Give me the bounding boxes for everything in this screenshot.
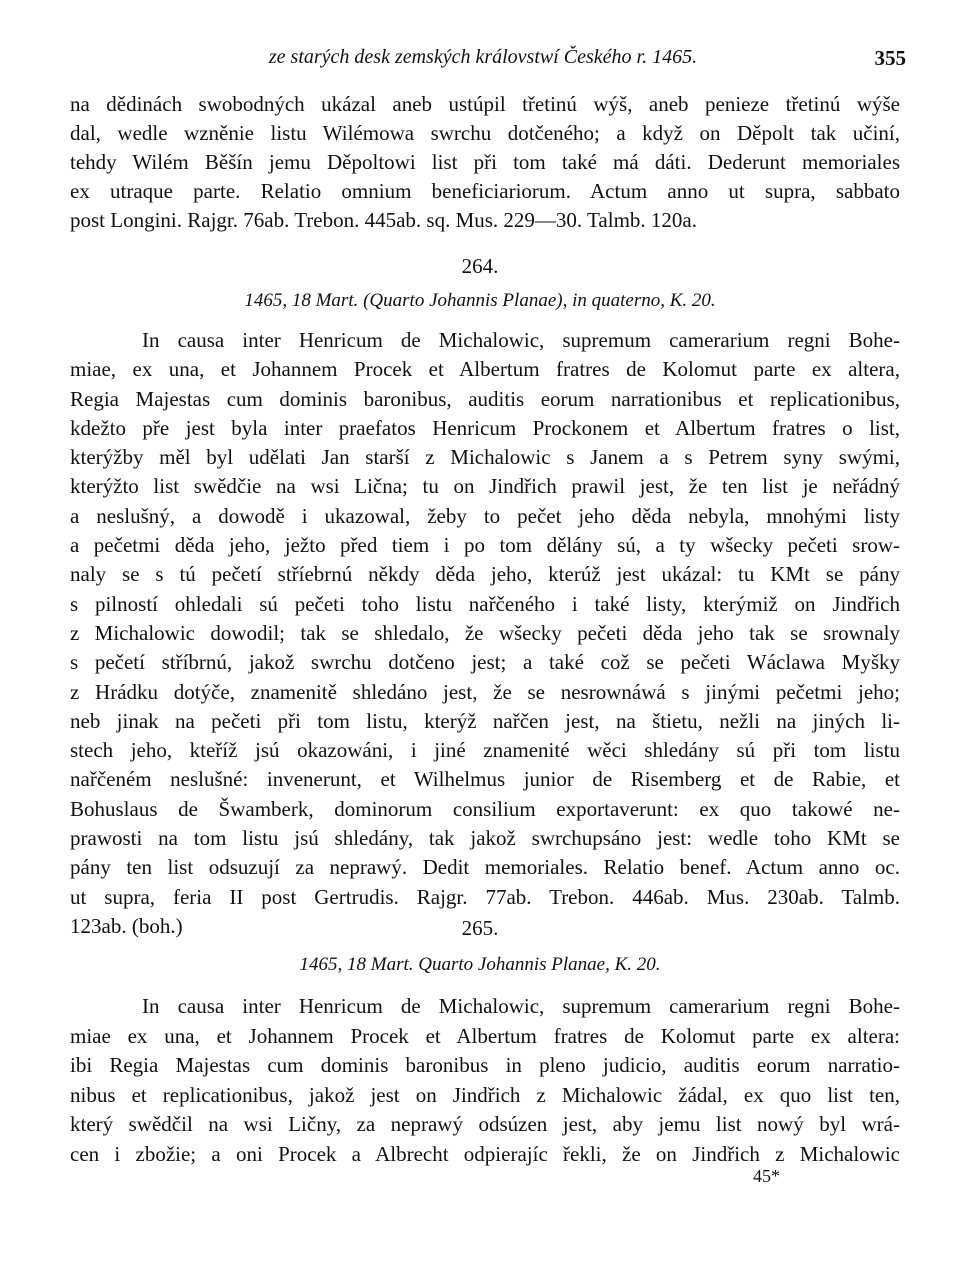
entry-body-265	[70, 992, 900, 1169]
text-line: s pečetí stříbrnú, jakož swrchu dotčeno jest; a také což se pečeti Wáclawa Myšky	[70, 650, 900, 675]
text-line: In causa inter Henricum de Michalowic, supremum camerarium regni Bohe-	[142, 328, 900, 352]
text-line: In causa inter Henricum de Michalowic, supremum camerarium regni Bohe-	[142, 994, 900, 1018]
text-line: na dědinách swobodných ukázal aneb ustúpil třetinú wýš, aneb penieze třetinú wýše	[70, 92, 900, 116]
text-line: z Hrádku dotýče, znamenitě shledáno jest, že se nesrownáwá s jinými pečetmi jeho;	[70, 679, 900, 704]
text-line: a neslušný, a dowodě i ukazowal, žeby to pečet jeho děda nebyla, mnohými listy	[70, 503, 900, 528]
page-number: 355	[874, 46, 906, 70]
text-line: a pečetmi děda jeho, ježto před tiem i po tom dělány sú, a ty wšecky pečeti srow-	[70, 533, 900, 558]
text-line: stech jeho, kteříž jsú okazowáni, i jiné znamenité wěci shledány sú při tom listu	[70, 738, 900, 763]
text-line: neb jinak na pečeti při tom listu, kterýž nařčen jest, na štietu, nežli na jiných li-	[70, 708, 900, 733]
text-line: ibi Regia Majestas cum dominis baronibus in pleno judicio, auditis eorum narratio-	[70, 1053, 900, 1077]
text-line: dal, wedle wzněnie listu Wilémowa swrchu dotčeného; a když on Děpolt tak učiní,	[70, 121, 900, 145]
text-line: Bohuslaus de Šwamberk, dominorum consilium exportaverunt: ex quo takowé ne-	[70, 796, 900, 821]
text-line: ex utraque parte. Relatio omnium beneficiariorum. Actum anno ut supra, sabbato	[70, 179, 900, 203]
entry-number-265: 265.	[461, 916, 499, 940]
text-line: pány ten list odsuzují za neprawý. Dedit memoriales. Relatio benef. Actum anno oc.	[70, 855, 900, 880]
text-line: kterýžto list swědčie na wsi Lična; tu on Jindřich prawil jest, že ten list je neřádný	[70, 474, 900, 499]
text-line: z Michalowic dowodil; tak se shledalo, že wšecky pečeti děda jeho tak se srownaly	[70, 620, 900, 645]
running-head	[60, 46, 906, 76]
paragraph-continued	[70, 90, 900, 235]
text-line: tehdy Wilém Běšín jemu Děpoltowi list při tom také má dáti. Dederunt memoriales	[70, 150, 900, 174]
text-line: prawosti na tom listu jsú shledány, tak jakož swrchupsáno jest: wedle toho KMt se	[70, 826, 900, 851]
entry-body-264	[70, 326, 900, 941]
signature-mark: 45*	[753, 1166, 780, 1186]
text-line: post Longini. Rajgr. 76ab. Trebon. 445ab. sq. Mus. 229—30. Talmb. 120a.	[70, 208, 697, 232]
text-line: miae ex una, et Johannem Procek et Albertum fratres de Kolomut parte ex altera:	[70, 1023, 900, 1048]
text-line: miae, ex una, et Johannem Procek et Albertum fratres de Kolomut parte ex altera,	[70, 357, 900, 382]
text-line: který swědčil na wsi Ličny, za neprawý odsúzen jest, aby jemu list nowý byl wrá-	[70, 1112, 900, 1136]
text-line: Regia Majestas cum dominis baronibus, auditis eorum narrationibus et replicationibus,	[70, 386, 900, 411]
text-line: ut supra, feria II post Gertrudis. Rajgr. 77ab. Trebon. 446ab. Mus. 230ab. Talmb.	[70, 884, 900, 909]
text-line: kterýžby měl byl udělati Jan starší z Michalowic s Janem a s Petrem syny swými,	[70, 445, 900, 470]
text-line: s pilností ohledali sú pečeti toho listu nařčeného i také listy, kterýmiž on Jindřich	[70, 591, 900, 616]
text-line: 123ab. (boh.)	[70, 913, 183, 938]
entry-heading-264: 1465, 18 Mart. (Quarto Johannis Planae), in quaterno, K. 20.	[244, 290, 716, 311]
text-line: cen i zbožie; a oni Procek a Albrecht odpierajíc řekli, že on Jindřich z Michalowic	[70, 1141, 900, 1166]
text-line: nibus et replicationibus, jakož jest on Jindřich z Michalowic žádal, ex quo list ten,	[70, 1082, 900, 1107]
text-line: naly se s tú pečetí stříebrnú někdy děda jeho, kterúž jest ukázal: tu KMt se pány	[70, 562, 900, 587]
entry-heading-265: 1465, 18 Mart. Quarto Johannis Planae, K. 20.	[299, 954, 661, 975]
text-line: nařčeném neslušné: invenerunt, et Wilhelmus junior de Risemberg et de Rabie, et	[70, 767, 900, 792]
running-title: ze starých desk zemských královstwí Českého r. 1465.	[268, 46, 698, 68]
entry-number-264: 264.	[461, 254, 499, 278]
text-line: kdežto pře jest byla inter praefatos Henricum Prockonem et Albertum fratres o list,	[70, 415, 900, 440]
